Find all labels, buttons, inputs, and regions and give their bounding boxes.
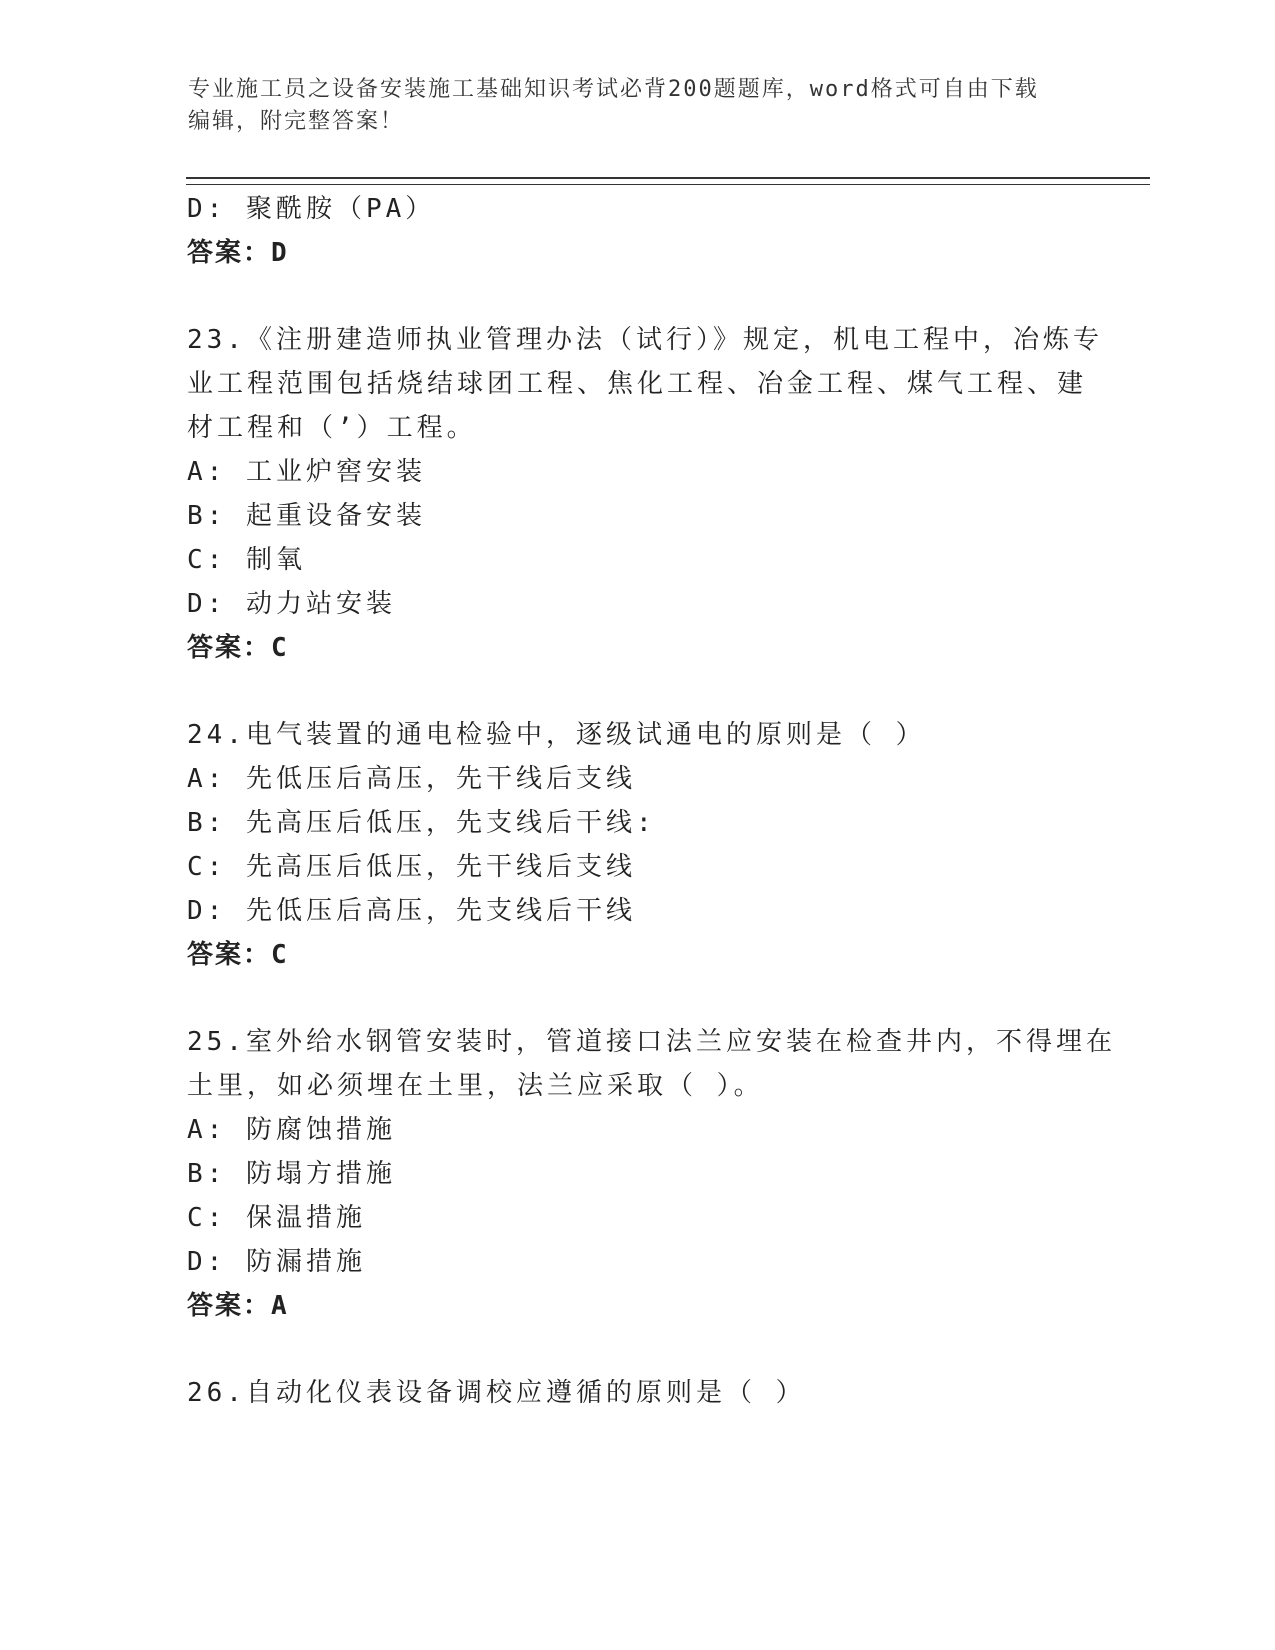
q25-stem-line-2: 土里，如必须埋在土里，法兰应采取（ ）。: [187, 1071, 764, 1101]
q26-stem-line-1: 26.自动化仪表设备调校应遵循的原则是（ ）: [187, 1378, 806, 1408]
header-line-1: 专业施工员之设备安装施工基础知识考试必背200题题库，word格式可自由下载: [188, 77, 1039, 102]
q24-option-b: B: 先高压后低压，先支线后干线:: [187, 808, 656, 838]
q25-option-d: D: 防漏措施: [187, 1247, 366, 1277]
header-line-2: 编辑，附完整答案！: [188, 109, 405, 134]
q25-option-a: A: 防腐蚀措施: [187, 1115, 396, 1145]
q24-stem-line-1: 24.电气装置的通电检验中，逐级试通电的原则是（ ）: [187, 720, 926, 750]
q24-answer: 答案：C: [187, 940, 289, 970]
page-header: [188, 74, 1088, 138]
q24-option-a: A: 先低压后高压，先干线后支线: [187, 764, 636, 794]
q25-option-b: B: 防塌方措施: [187, 1159, 396, 1189]
q23-stem-line-3: 材工程和（’）工程。: [187, 413, 477, 443]
q22-answer: 答案：D: [187, 238, 289, 268]
q23-stem-line-2: 业工程范围包括烧结球团工程、焦化工程、冶金工程、煤气工程、建: [187, 369, 1088, 399]
q25-answer: 答案：A: [187, 1291, 289, 1321]
q23-option-c: C: 制氧: [187, 545, 306, 575]
q22-option-d: D: 聚酰胺（PA）: [187, 194, 436, 224]
q23-option-b: B: 起重设备安装: [187, 501, 426, 531]
q23-stem-line-1: 23.《注册建造师执业管理办法（试行）》规定，机电工程中，冶炼专: [187, 325, 1103, 355]
q23-option-d: D: 动力站安装: [187, 589, 396, 619]
q25-stem-line-1: 25.室外给水钢管安装时，管道接口法兰应安装在检查井内，不得埋在: [187, 1027, 1116, 1057]
q23-option-a: A: 工业炉窖安装: [187, 457, 426, 487]
q23-answer: 答案：C: [187, 633, 289, 663]
header-divider: [186, 177, 1150, 185]
q24-option-d: D: 先低压后高压，先支线后干线: [187, 896, 636, 926]
q25-option-c: C: 保温措施: [187, 1203, 366, 1233]
q24-option-c: C: 先高压后低压，先干线后支线: [187, 852, 636, 882]
